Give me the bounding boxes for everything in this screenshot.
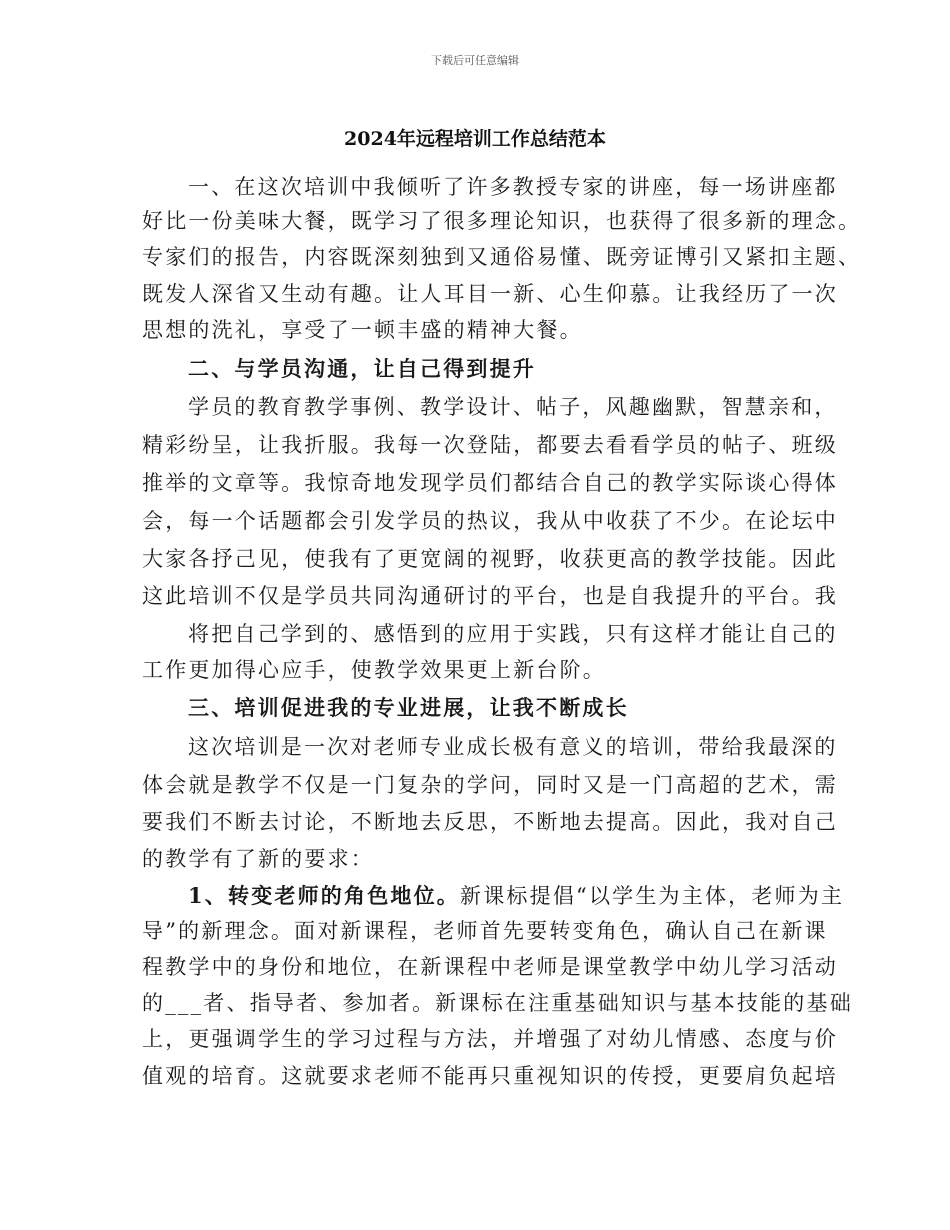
paragraph-line: 这次培训是一次对老师专业成长极有意义的培训，带给我最深的 xyxy=(188,735,838,759)
paragraph-line: 体会就是教学不仅是一门复杂的学问，同时又是一门高超的艺术，需 xyxy=(142,773,838,797)
subsection-lead: 1、转变老师的角色地位。 xyxy=(188,883,461,908)
paragraph-line: 大家各抒己见，使我有了更宽阔的视野，收获更高的教学技能。因此 xyxy=(142,547,838,571)
paragraph-line: 精彩纷呈，让我折服。我每一次登陆，都要去看看学员的帖子、班级 xyxy=(142,433,838,457)
paragraph-line: 的___者、指导者、参加者。新课标在注重基础知识与基本技能的基础 xyxy=(142,991,853,1015)
paragraph-line: 值观的培育。这就要求老师不能再只重视知识的传授，更要肩负起培 xyxy=(142,1064,838,1088)
paragraph-line: 这此培训不仅是学员共同沟通研讨的平台，也是自我提升的平台。我 xyxy=(142,584,838,608)
paragraph-line: 好比一份美味大餐，既学习了很多理论知识，也获得了很多新的理念。 xyxy=(142,209,862,233)
paragraph-text: 新课标提倡“以学生为主体，老师为主 xyxy=(460,884,845,908)
paragraph-line: 将把自己学到的、感悟到的应用于实践，只有这样才能让自己的 xyxy=(188,622,838,646)
paragraph-line: 一、在这次培训中我倾听了许多教授专家的讲座，每一场讲座都 xyxy=(188,175,838,199)
section-heading: 二、与学员沟通，让自己得到提升 xyxy=(188,356,536,381)
paragraph-line: 要我们不断去讨论，不断地去反思，不断地去提高。因此，我对自己 xyxy=(142,810,838,834)
paragraph-line: 专家们的报告，内容既深刻独到又通俗易懂、既旁证博引又紧扣主题、 xyxy=(142,245,862,269)
paragraph-line: 推举的文章等。我惊奇地发现学员们都结合自己的教学实际谈心得体 xyxy=(142,471,838,495)
paragraph-line: 学员的教育教学事例、教学设计、帖子，风趣幽默，智慧亲和， xyxy=(188,395,838,419)
paragraph-line: 思想的洗礼，享受了一顿丰盛的精神大餐。 xyxy=(142,318,583,342)
section-heading: 三、培训促进我的专业进展，让我不断成长 xyxy=(188,695,629,720)
paragraph-line: 导”的新理念。面对新课程，老师首先要转变角色，确认自己在新课 xyxy=(142,919,828,943)
header-note: 下载后可任意编辑 xyxy=(431,54,519,67)
paragraph-line: 的教学有了新的要求： xyxy=(142,847,374,871)
paragraph-line xyxy=(188,882,844,910)
paragraph-line: 程教学中的身份和地位，在新课程中老师是课堂教学中幼儿学习活动 xyxy=(142,955,838,979)
document-title: 2024年远程培训工作总结范本 xyxy=(344,128,606,150)
paragraph-line: 会，每一个话题都会引发学员的热议，我从中收获了不少。在论坛中 xyxy=(142,509,838,533)
paragraph-line: 工作更加得心应手，使教学效果更上新台阶。 xyxy=(142,658,606,682)
paragraph-line: 上，更强调学生的学习过程与方法，并增强了对幼儿情感、态度与价 xyxy=(142,1027,838,1051)
paragraph-line: 既发人深省又生动有趣。让人耳目一新、心生仰慕。让我经历了一次 xyxy=(142,282,838,306)
